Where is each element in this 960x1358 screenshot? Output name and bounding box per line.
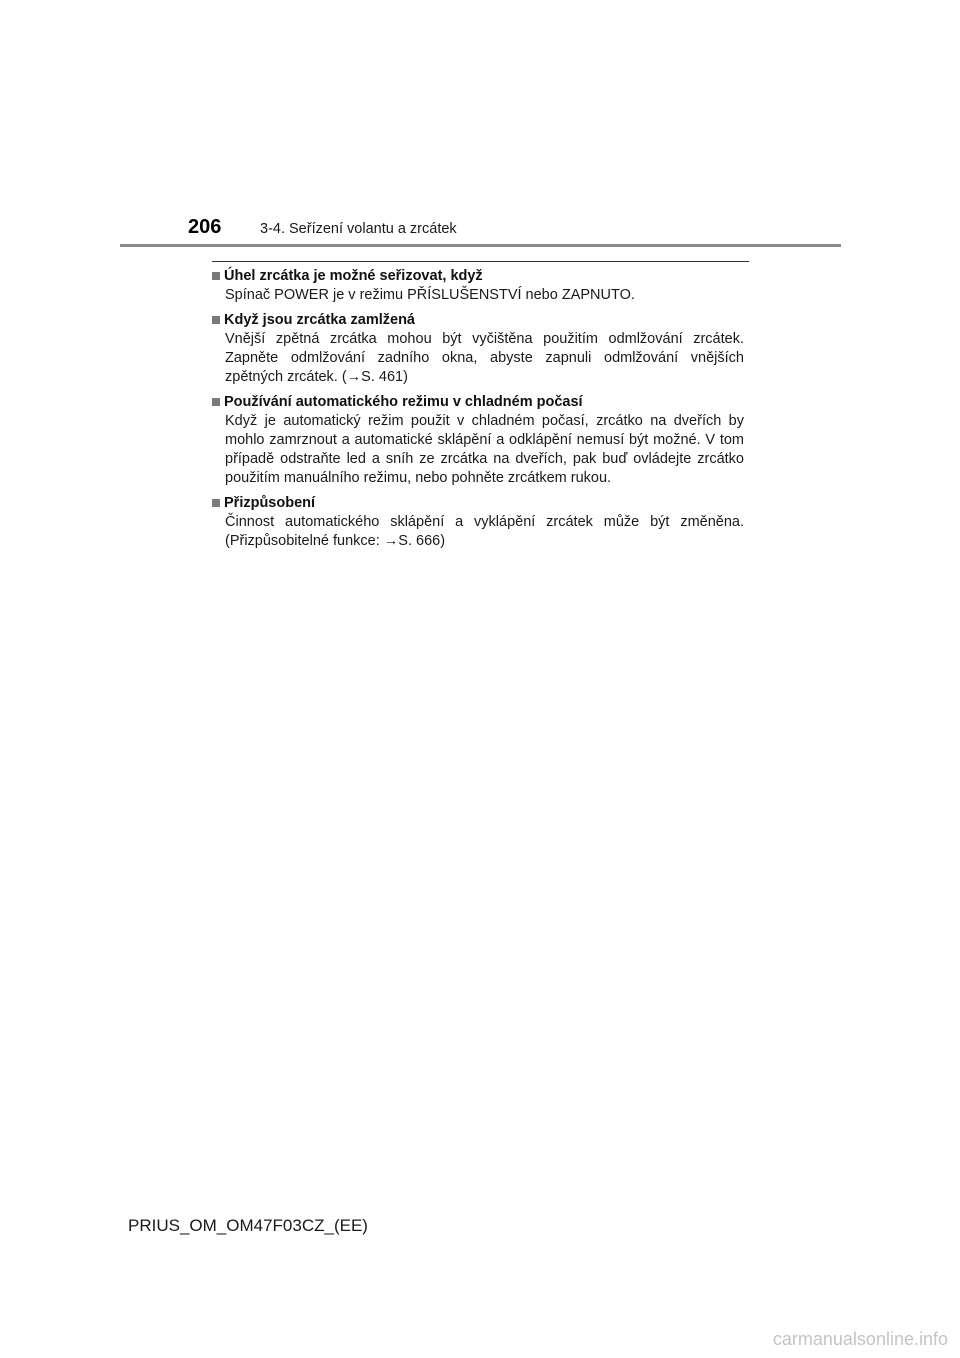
square-bullet-icon	[212, 499, 220, 507]
item-heading-text: Úhel zrcátka je možné seřizovat, když	[224, 268, 483, 284]
item-body: Když je automatický režim použit v chladném počasí, zrcátko na dveřích by mohlo zamrznout a automatické sklápění a odklápění nemusí být možné. V tom případě odstraňte led a sníh ze zrcátka na dveřích, pak buď ovládejte zrcátko použitím manuálního režimu, nebo pohněte zrcátkem rukou.	[225, 413, 744, 486]
page-number: 206	[188, 216, 222, 238]
content-area	[212, 266, 744, 556]
item-heading-text: Když jsou zrcátka zamlžená	[224, 312, 415, 328]
section-divider	[212, 261, 749, 262]
item-heading	[212, 310, 744, 330]
square-bullet-icon	[212, 316, 220, 324]
watermark: carmanualsonline.info	[772, 1329, 948, 1349]
square-bullet-icon	[212, 272, 220, 280]
square-bullet-icon	[212, 398, 220, 406]
document-code: PRIUS_OM_OM47F03CZ_(EE)	[128, 1216, 368, 1235]
item-heading	[212, 266, 744, 286]
item-heading	[212, 392, 744, 412]
item-heading-text: Používání automatického režimu v chladném počasí	[224, 394, 583, 410]
item-heading-text: Přizpůsobení	[224, 495, 316, 511]
list-item	[212, 392, 744, 488]
list-item	[212, 266, 744, 305]
item-body: Vnější zpětná zrcátka mohou být vyčištěna použitím odmlžování zrcátek. Zapněte odmlžování zadního okna, abyste zapnuli odmlžování vnějších zpětných zrcátek. (→S. 461)	[225, 331, 744, 385]
section-title: 3-4. Seřízení volantu a zrcátek	[260, 221, 457, 237]
header-rule	[120, 244, 841, 247]
item-body: Spínač POWER je v režimu PŘÍSLUŠENSTVÍ nebo ZAPNUTO.	[225, 287, 635, 303]
item-heading	[212, 493, 744, 513]
list-item	[212, 493, 744, 551]
list-item	[212, 310, 744, 387]
item-body: Činnost automatického sklápění a vyklápění zrcátek může být změněna. (Přizpůsobitelné funkce: →S. 666)	[225, 514, 744, 549]
